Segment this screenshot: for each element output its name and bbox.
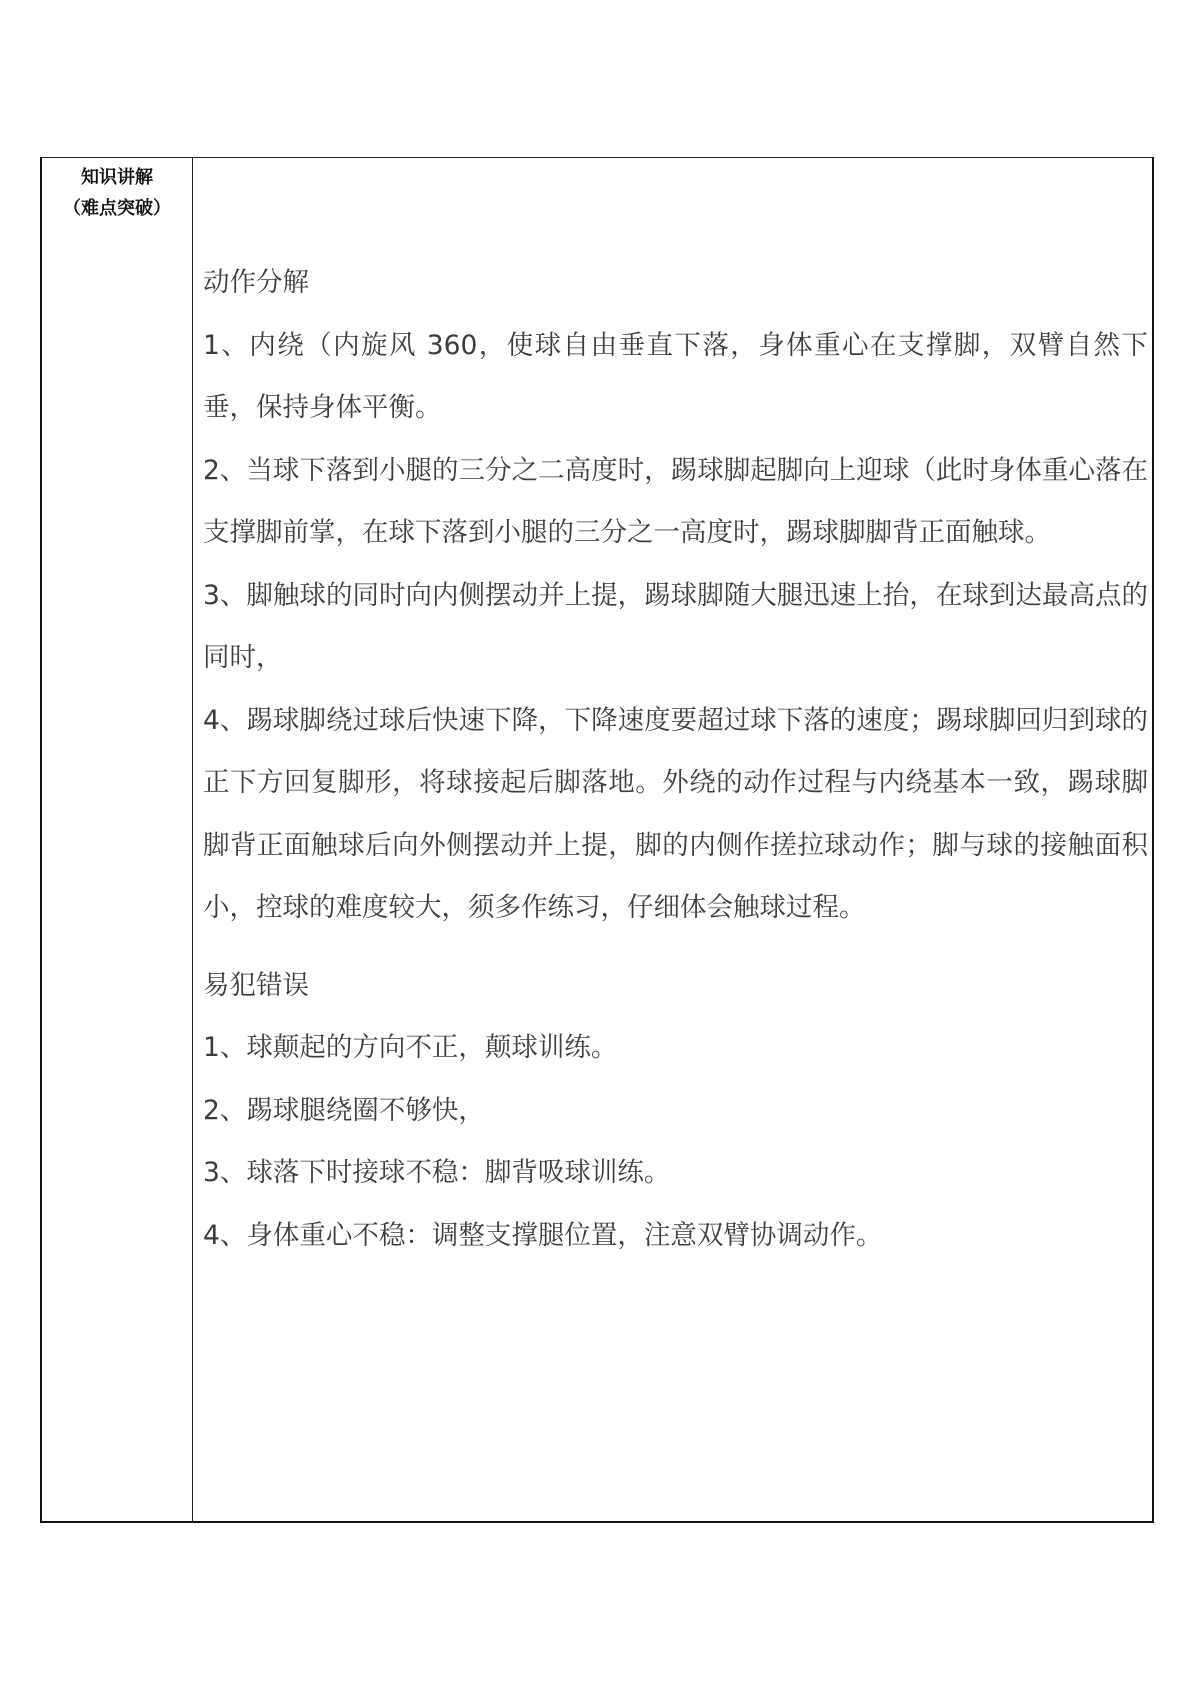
section-heading: 动作分解 [203, 267, 309, 298]
section-common-mistakes [203, 955, 1148, 1268]
section-action-breakdown [203, 252, 1148, 940]
list-item: 1、球颠起的方向不正，颠球训练。 [203, 1032, 618, 1063]
content-body [203, 252, 1148, 1267]
row-label-cell [42, 158, 193, 1521]
row-label-line2: （难点突破） [63, 198, 171, 219]
list-item: 2、踢球腿绕圈不够快， [203, 1094, 485, 1126]
list-item: 3、球落下时接球不稳：脚背吸球训练。 [203, 1157, 671, 1188]
row-label-line1: 知识讲解 [81, 167, 153, 188]
list-item: 4、踢球脚绕过球后快速下降，下降速度要超过球下落的速度；踢球脚回归到球的正下方回复脚形，将球接起后脚落地。外绕的动作过程与内绕基本一致，踢球脚脚背正面触球后向外侧摆动并上提，脚的内侧作搓拉球动作；脚与球的接触面积小，控球的难度较大，须多作练习，仔细体会触球过程。 [203, 704, 1148, 923]
section-heading: 易犯错误 [203, 969, 309, 1001]
lesson-table [40, 157, 1154, 1523]
list-item: 3、脚触球的同时向内侧摆动并上提，踢球脚随大腿迅速上抬，在球到达最高点的同时， [203, 579, 1148, 673]
list-item: 1、内绕（内旋风 360，使球自由垂直下落，身体重心在支撑脚，双臂自然下垂，保持身体平衡。 [203, 329, 1148, 423]
content-cell [193, 158, 1152, 1521]
list-item: 2、当球下落到小腿的三分之二高度时，踢球脚起脚向上迎球（此时身体重心落在支撑脚前掌，在球下落到小腿的三分之一高度时，踢球脚脚背正面触球。 [203, 454, 1148, 548]
list-item: 4、身体重心不稳：调整支撑腿位置，注意双臂协调动作。 [203, 1219, 883, 1251]
